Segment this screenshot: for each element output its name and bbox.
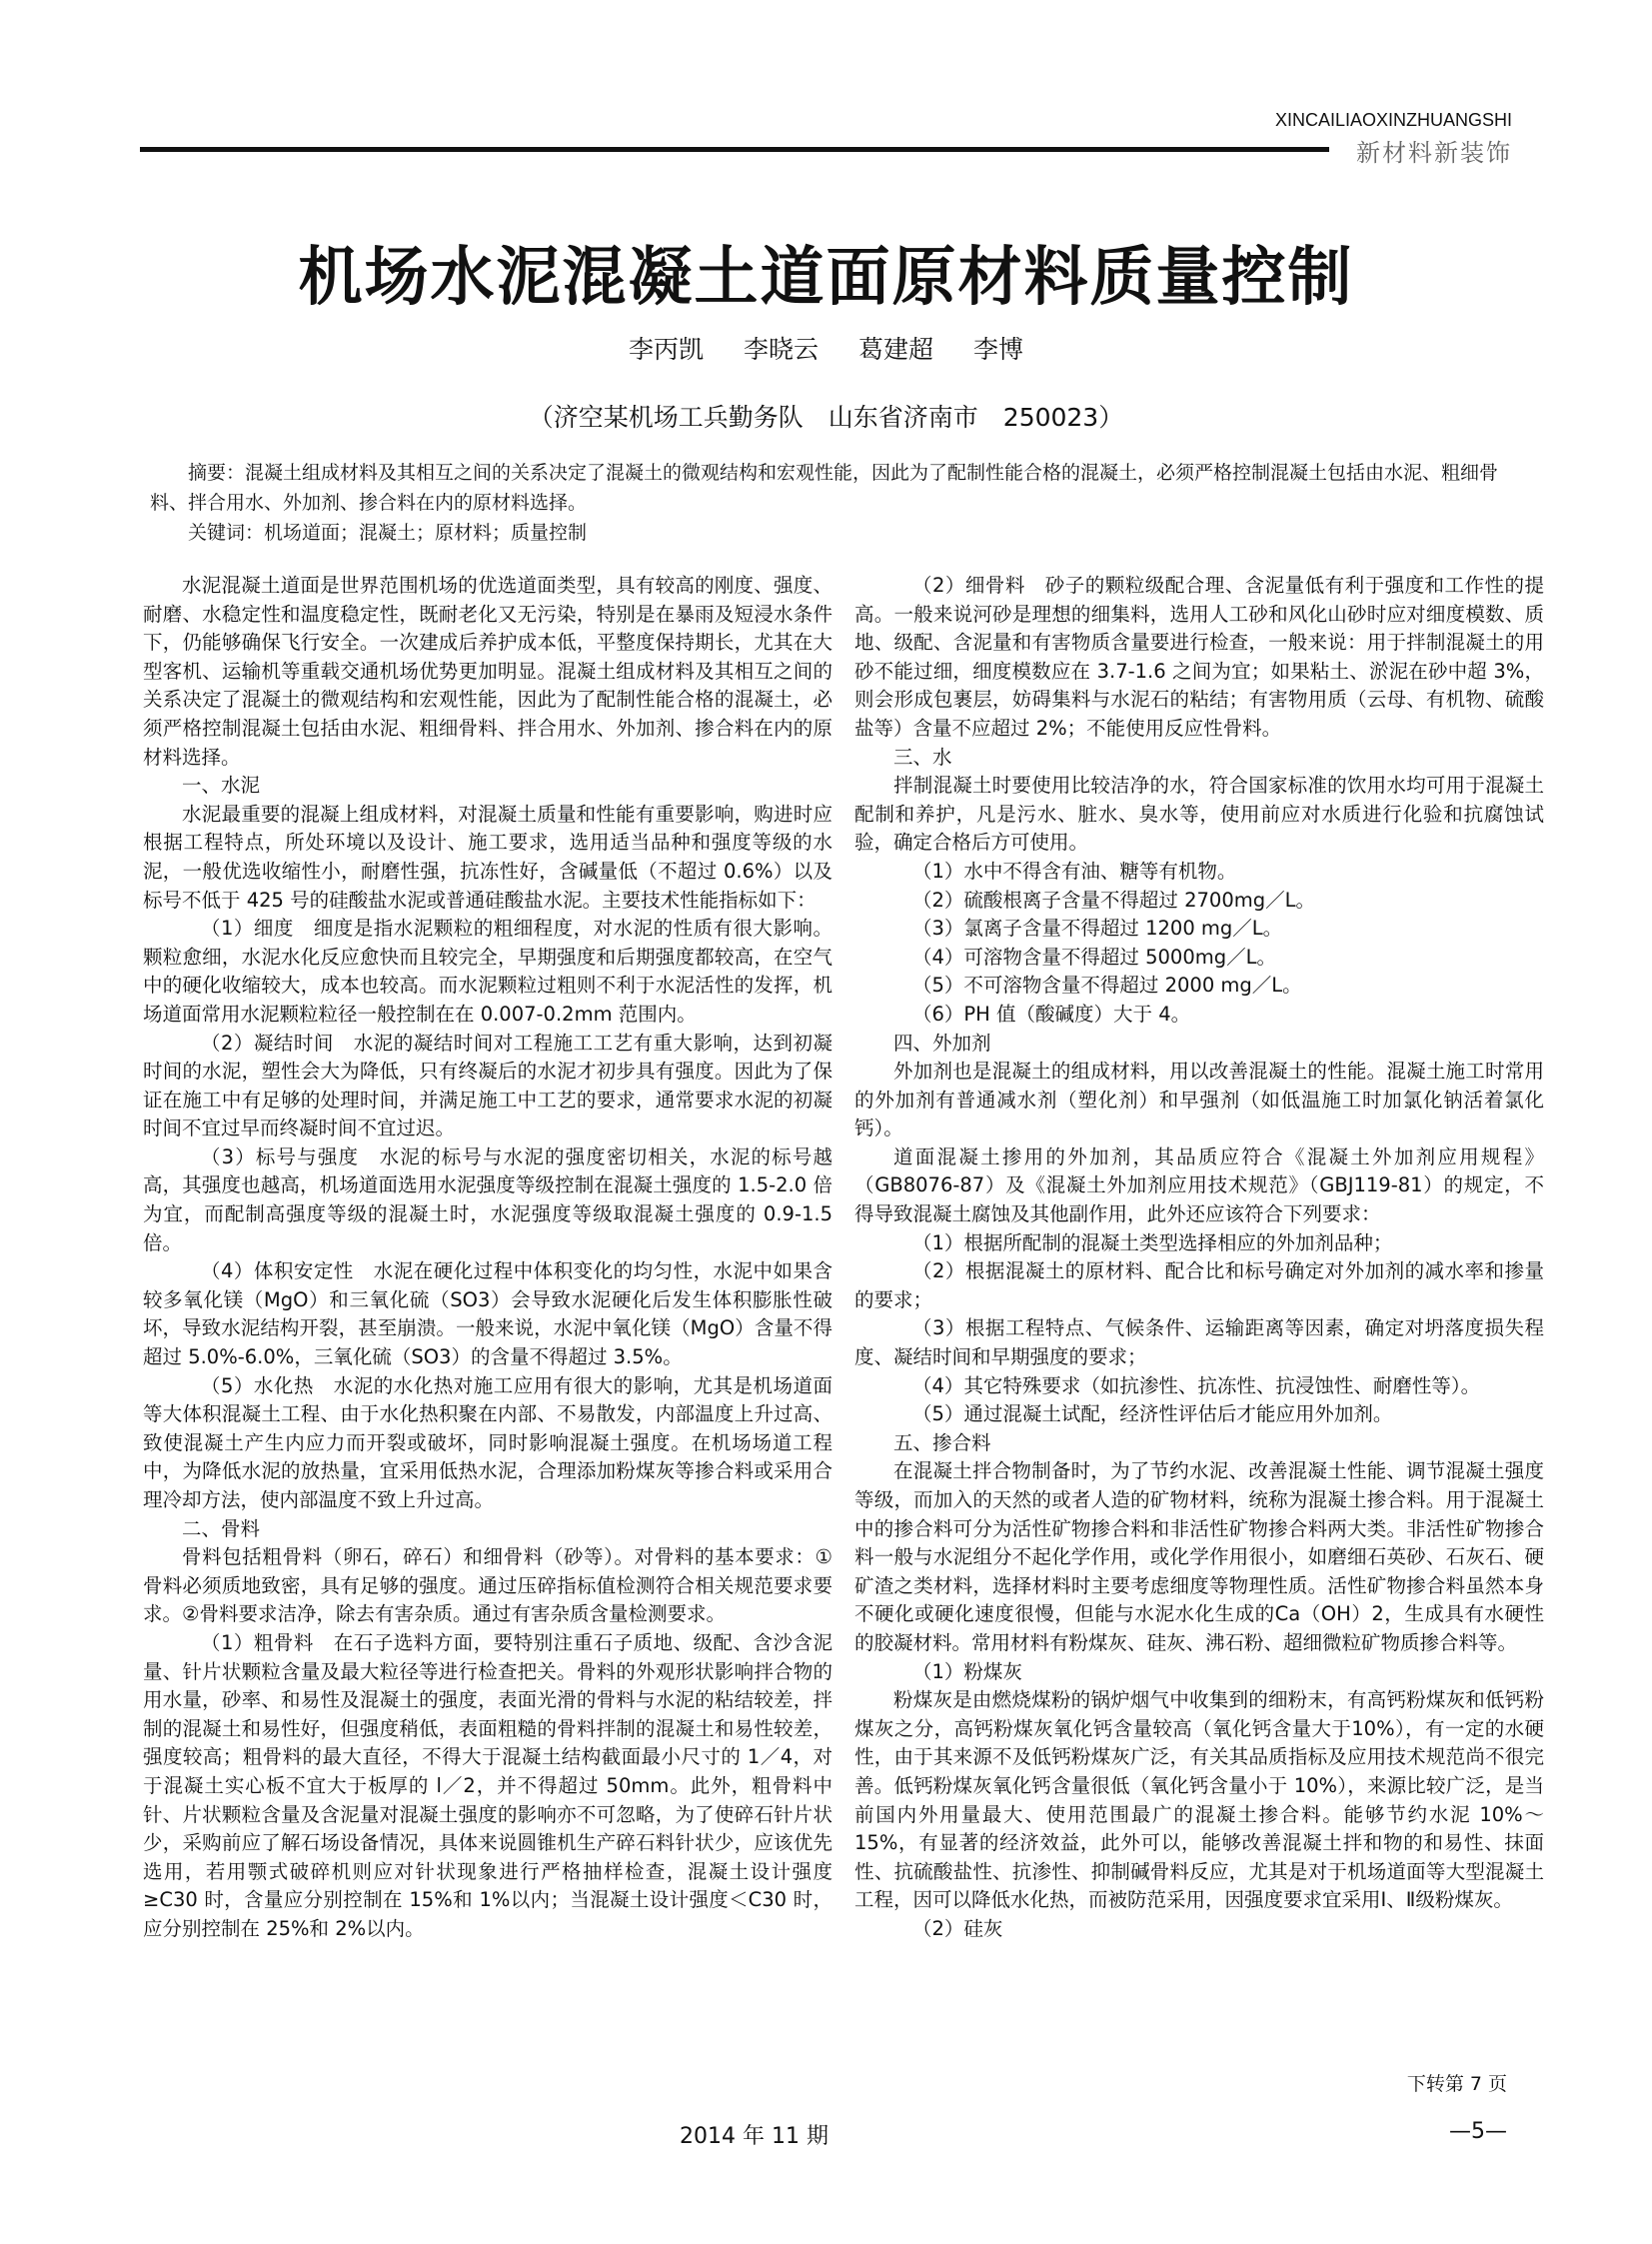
list-paragraph: （3）氯离子含量不得超过 1200 mg／L。 xyxy=(912,917,1283,941)
section-heading: 一、水泥 xyxy=(182,774,261,798)
abstract: 摘要：混凝土组成材料及其相互之间的关系决定了混凝土的微观结构和宏观性能，因此为了配制性能合格的混凝土，必须严格控制混凝土包括由水泥、粗细骨料、拌合用水、外加剂、掺合料在内的原材料选择。 xyxy=(150,462,1499,514)
section-heading: 五、掺合料 xyxy=(893,1430,991,1454)
continued-on-note: 下转第 7 页 xyxy=(1406,2073,1507,2095)
list-paragraph: （2）硅灰 xyxy=(912,1916,1003,1940)
author-list xyxy=(0,330,1652,366)
abstract-block xyxy=(150,458,1509,548)
journal-name-chinese: 新材料新装饰 xyxy=(1350,133,1512,168)
list-paragraph: （1）粉煤灰 xyxy=(912,1659,1022,1683)
section-heading: 四、外加剂 xyxy=(893,1031,991,1055)
left-column xyxy=(143,572,832,1944)
body-paragraph: 水泥混凝土道面是世界范围机场的优选道面类型，具有较高的刚度、强度、耐磨、水稳定性和温度稳定性，既耐老化又无污染，特别是在暴雨及短浸水条件下，仍能够确保飞行安全。一次建成后养护成本低，平整度保持期长，尤其在大型客机、运输机等重载交通机场优势更加明显。混凝土组成材料及其相互之间的关系决定了混凝土的微观结构和宏观性能，因此为了配制性能合格的混凝土，必须严格控制混凝土包括由水泥、粗细骨料、拌合用水、外加剂、掺合料在内的原材料选择。 xyxy=(143,574,832,769)
author: 李丙凯 xyxy=(629,335,705,364)
author: 李博 xyxy=(972,335,1023,364)
body-paragraph: 外加剂也是混凝土的组成材料，用以改善混凝土的性能。混凝土施工时常用的外加剂有普通减水剂（塑化剂）和早强剂（如低温施工时加氯化钠活着氯化钙）。 xyxy=(854,1060,1544,1140)
article-title: 机场水泥混凝土道面原材料质量控制 xyxy=(298,241,1354,315)
list-paragraph: （2）细骨料 砂子的颗粒级配合理、含泥量低有利于强度和工作性的提高。一般来说河砂是理想的细集料，选用人工砂和风化山砂时应对细度模数、质地、级配、含泥量和有害物质含量要进行检查，一般来说：用于拌制混凝土的用砂不能过细，细度模数应在 3.7-1.6 之间为宜；如果粘土、淤泥在砂中超 3%，则会形成包裹层，妨碍集料与水泥石的粘结；有害物用质（云母、有机物、硫酸盐等）含量不应超过 2%；不能使用反应性骨料。 xyxy=(854,574,1544,740)
list-paragraph: （1）水中不得含有油、糖等有机物。 xyxy=(912,859,1237,883)
affiliation: （济空某机场工兵勤务队 山东省济南市 250023） xyxy=(528,403,1124,432)
list-paragraph: （3）根据工程特点、气候条件、运输距离等因素，确定对坍落度损失程度、凝结时间和早期强度的要求； xyxy=(854,1316,1544,1369)
list-paragraph: （5）不可溶物含量不得超过 2000 mg／L。 xyxy=(912,974,1302,998)
list-paragraph: （4）可溶物含量不得超过 5000mg／L。 xyxy=(912,945,1276,969)
author: 李晓云 xyxy=(744,335,820,364)
body-paragraph: 道面混凝土掺用的外加剂，其品质应符合《混凝土外加剂应用规程》（GB8076-87）及《混凝土外加剂应用技术规范》（GBJ119-81）的规定，不得导致混凝土腐蚀及其他副作用，此外还应该符合下列要求： xyxy=(854,1144,1544,1226)
journal-name-english: XINCAILIAOXINZHUANGSHI xyxy=(1274,110,1512,130)
body-paragraph: 粉煤灰是由燃烧煤粉的锅炉烟气中收集到的细粉末，有高钙粉煤灰和低钙粉煤灰之分，高钙粉煤灰氧化钙含量较高（氧化钙含量大于10%），有一定的水硬性，由于其来源不及低钙粉煤灰广泛，有关其品质指标及应用技术规范尚不很完善。低钙粉煤灰氧化钙含量很低（氧化钙含量小于 10%），来源比较广泛，是当前国内外用量最大、使用范围最广的混凝土掺合料。能够节约水泥 10%～15%，有显著的经济效益，此外可以，能够改善混凝土拌和物的和易性、抹面性、抗硫酸盐性、抗渗性、抑制碱骨料反应，尤其是对于机场道面等大型混凝土工程，因可以降低水化热，而被防范采用，因强度要求宜采用Ⅰ、Ⅱ级粉煤灰。 xyxy=(854,1688,1544,1912)
list-paragraph: （3）标号与强度 水泥的标号与水泥的强度密切相关，水泥的标号越高，其强度也越高，机场道面选用水泥强度等级控制在混凝土强度的 1.5-2.0 倍为宜，而配制高强度等级的混凝土时，水泥强度等级取混凝土强度的 0.9-1.5 倍。 xyxy=(143,1144,832,1254)
list-paragraph: （4）体积安定性 水泥在硬化过程中体积变化的均匀性，水泥中如果含较多氧化镁（MgO）和三氧化硫（SO3）会导致水泥硬化后发生体积膨胀性破坏，导致水泥结构开裂，甚至崩溃。一般来说，水泥中氧化镁（MgO）含量不得超过 5.0%-6.0%，三氧化硫（SO3）的含量不得超过 3.5%。 xyxy=(143,1259,832,1369)
list-paragraph: （6）PH 值（酸碱度）大于 4。 xyxy=(912,1002,1191,1026)
list-paragraph: （2）根据混凝土的原材料、配合比和标号确定对外加剂的减水率和掺量的要求； xyxy=(854,1259,1544,1311)
body-paragraph: 骨料包括粗骨料（卵石，碎石）和细骨料（砂等）。对骨料的基本要求：①骨料必须质地致密，具有足够的强度。通过压碎指标值检测符合相关规范要求要求。②骨料要求洁净，除去有害杂质。通过有害杂质含量检测要求。 xyxy=(143,1545,832,1626)
keywords: 关键词：机场道面；混凝土；原材料；质量控制 xyxy=(188,522,588,544)
section-heading: 三、水 xyxy=(893,745,952,769)
list-paragraph: （1）粗骨料 在石子选料方面，要特别注重石子质地、级配、含沙含泥量、针片状颗粒含量及最大粒径等进行检查把关。骨料的外观形状影响拌合物的用水量，砂率、和易性及混凝土的强度，表面光滑的骨料与水泥的粘结较差，拌制的混凝土和易性好，但强度稍低，表面粗糙的骨料拌制的混凝土和易性较差，强度较高；粗骨料的最大直径，不得大于混凝土结构截面最小尺寸的 1／4，对于混凝土实心板不宜大于板厚的 l／2，并不得超过 50mm。此外，粗骨料中针、片状颗粒含量及含泥量对混凝土强度的影响亦不可忽略，为了使碎石针片状少，采购前应了解石场设备情况，具体来说圆锥机生产碎石料针状少，应该优先选用，若用颚式破碎机则应对针状现象进行严格抽样检查，混凝土设计强度≥C30 时，含量应分别控制在 15%和 1%以内；当混凝土设计强度＜C30 时，应分别控制在 25%和 2%以内。 xyxy=(143,1630,832,1940)
list-paragraph: （5）通过混凝土试配，经济性评估后才能应用外加剂。 xyxy=(912,1402,1393,1426)
list-paragraph: （1）根据所配制的混凝土类型选择相应的外加剂品种； xyxy=(912,1230,1393,1254)
issue-label: 2014 年 11 期 xyxy=(680,2124,828,2149)
section-heading: 二、骨料 xyxy=(182,1516,261,1540)
list-paragraph: （2）凝结时间 水泥的凝结时间对工程施工工艺有重大影响，达到初凝时间的水泥，塑性会大为降低，只有终凝后的水泥才初步具有强度。因此为了保证在施工中有足够的处理时间，并满足施工中工艺的要求，通常要求水泥的初凝时间不宜过早而终凝时间不宜过迟。 xyxy=(143,1031,832,1140)
body-paragraph: 水泥最重要的混凝上组成材料，对混凝土质量和性能有重要影响，购进时应根据工程特点，所处环境以及设计、施工要求，选用适当品种和强度等级的水泥，一般优选收缩性小，耐磨性强，抗冻性好，含碱量低（不超过 0.6%）以及标号不低于 425 号的硅酸盐水泥或普通硅酸盐水泥。主要技术性能指标如下： xyxy=(143,802,832,912)
list-paragraph: （1）细度 细度是指水泥颗粒的粗细程度，对水泥的性质有很大影响。颗粒愈细，水泥水化反应愈快而且较完全，早期强度和后期强度都较高，在空气中的硬化收缩较大，成本也较高。而水泥颗粒过粗则不利于水泥活性的发挥，机场道面常用水泥颗粒粒径一般控制在在 0.007-0.2mm 范围内。 xyxy=(143,917,832,1026)
body-paragraph: 在混凝土拌合物制备时，为了节约水泥、改善混凝土性能、调节混凝土强度等级，而加入的天然的或者人造的矿物材料，统称为混凝土掺合料。用于混凝土中的掺合料可分为活性矿物掺合料和非活性矿物掺合料两大类。非活性矿物掺合料一般与水泥组分不起化学作用，或化学作用很小，如磨细石英砂、石灰石、硬矿渣之类材料，选择材料时主要考虑细度等物理性质。活性矿物掺合料虽然本身不硬化或硬化速度很慢，但能与水泥水化生成的Ca（OH）2，生成具有水硬性的胶凝材料。常用材料有粉煤灰、硅灰、沸石粉、超细微粒矿物质掺合料等。 xyxy=(854,1459,1544,1654)
page-number: —5— xyxy=(1449,2119,1507,2144)
header-rule xyxy=(140,147,1329,152)
list-paragraph: （5）水化热 水泥的水化热对施工应用有很大的影响，尤其是机场道面等大体积混凝土工程、由于水化热积聚在内部、不易散发，内部温度上升过高、致使混凝土产生内应力而开裂或破坏，同时影响混凝土强度。在机场场道工程中，为降低水泥的放热量，宜采用低热水泥，合理添加粉煤灰等掺合料或采用合理冷却方法，使内部温度不致上升过高。 xyxy=(143,1373,832,1511)
right-column xyxy=(854,572,1544,1944)
list-paragraph: （4）其它特殊要求（如抗渗性、抗冻性、抗浸蚀性、耐磨性等）。 xyxy=(912,1373,1481,1397)
body-paragraph: 拌制混凝土时要使用比较洁净的水，符合国家标准的饮用水均可用于混凝土配制和养护，凡是污水、脏水、臭水等，使用前应对水质进行化验和抗腐蚀试验，确定合格后方可使用。 xyxy=(854,774,1544,855)
list-paragraph: （2）硫酸根离子含量不得超过 2700mg／L。 xyxy=(912,888,1315,912)
author: 葛建超 xyxy=(857,335,933,364)
